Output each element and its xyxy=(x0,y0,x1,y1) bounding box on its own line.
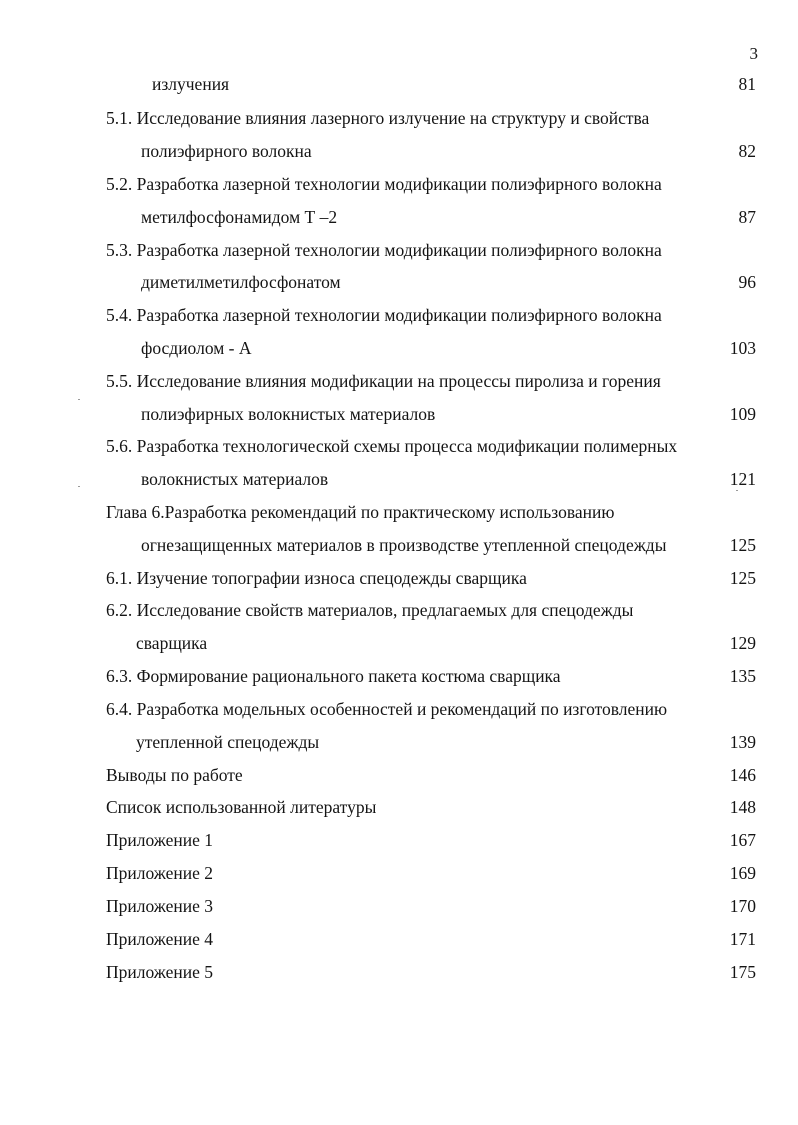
toc-entry-text: Приложение 1 xyxy=(106,830,214,850)
toc-entry-page: 146 xyxy=(729,765,756,785)
toc-entry-page: 81 xyxy=(738,74,756,94)
toc-entry-text: метилфосфонамидом Т –2 xyxy=(141,207,338,227)
toc-entry-text: 6.4. Разработка модельных особенностей и рекомендаций по изготовлению xyxy=(106,699,668,719)
toc-entry-page: 87 xyxy=(738,207,756,227)
page-number: 3 xyxy=(749,44,758,63)
toc-entry-page: 121 xyxy=(729,469,756,489)
scan-artifact xyxy=(736,490,738,491)
toc-entry-text: Глава 6.Разработка рекомендаций по практическому использованию xyxy=(106,502,615,522)
toc-entry-text: 5.2. Разработка лазерной технологии модификации полиэфирного волокна xyxy=(106,174,662,194)
toc-entry-text: 5.4. Разработка лазерной технологии модификации полиэфирного волокна xyxy=(106,305,662,325)
toc-entry-text: Приложение 2 xyxy=(106,863,214,883)
toc-entry-page: 167 xyxy=(729,830,756,850)
toc-entry-text: Приложение 4 xyxy=(106,929,214,949)
toc-entry-text: 5.3. Разработка лазерной технологии модификации полиэфирного волокна xyxy=(106,240,662,260)
toc-entry-text: Приложение 3 xyxy=(106,896,214,916)
toc-entry-text: 6.1. Изучение топографии износа спецодежды сварщика xyxy=(106,568,527,588)
toc-entry-text: излучения xyxy=(152,74,230,94)
toc-entry-text: волокнистых материалов xyxy=(141,469,329,489)
toc-entry-page: 109 xyxy=(729,404,756,424)
toc-entry-page: 103 xyxy=(729,338,756,358)
scan-artifact xyxy=(78,399,80,400)
toc-entry-text: диметилметилфосфонатом xyxy=(141,272,341,292)
toc-entry-text: утепленной спецодежды xyxy=(136,732,320,752)
toc-entry-text: фосдиолом - А xyxy=(141,338,252,358)
toc-entry-text: Приложение 5 xyxy=(106,962,214,982)
toc-entry-page: 125 xyxy=(729,535,756,555)
toc-entry-page: 135 xyxy=(729,666,756,686)
toc-entry-page: 175 xyxy=(729,962,756,982)
toc-entry-page: 171 xyxy=(729,929,756,949)
toc-entry-text: 5.6. Разработка технологической схемы процесса модификации полимерных xyxy=(106,436,678,456)
toc-entry-page: 125 xyxy=(729,568,756,588)
toc-entry-text: 6.3. Формирование рационального пакета костюма сварщика xyxy=(106,666,561,686)
toc-entry-text: полиэфирных волокнистых материалов xyxy=(141,404,436,424)
toc-entry-page: 148 xyxy=(729,797,756,817)
toc-entry-page: 169 xyxy=(729,863,756,883)
toc-entry-page: 82 xyxy=(738,141,756,161)
toc-entry-text: Выводы по работе xyxy=(106,765,243,785)
toc-entry-page: 96 xyxy=(738,272,756,292)
toc-entry-text: 5.5. Исследование влияния модификации на процессы пиролиза и горения xyxy=(106,371,661,391)
toc-entry-text: сварщика xyxy=(136,633,208,653)
toc-entry-text: огнезащищенных материалов в производстве утепленной спецодежды xyxy=(141,535,667,555)
toc-entry-text: 5.1. Исследование влияния лазерного излучение на структуру и свойства xyxy=(106,108,650,128)
toc-entry-text: Список использованной литературы xyxy=(106,797,377,817)
toc-entry-page: 129 xyxy=(729,633,756,653)
scan-artifact xyxy=(78,486,80,487)
toc-entry-page: 170 xyxy=(729,896,756,916)
toc-entry-text: полиэфирного волокна xyxy=(141,141,312,161)
toc-entry-text: 6.2. Исследование свойств материалов, предлагаемых для спецодежды xyxy=(106,600,634,620)
toc-entry-page: 139 xyxy=(729,732,756,752)
